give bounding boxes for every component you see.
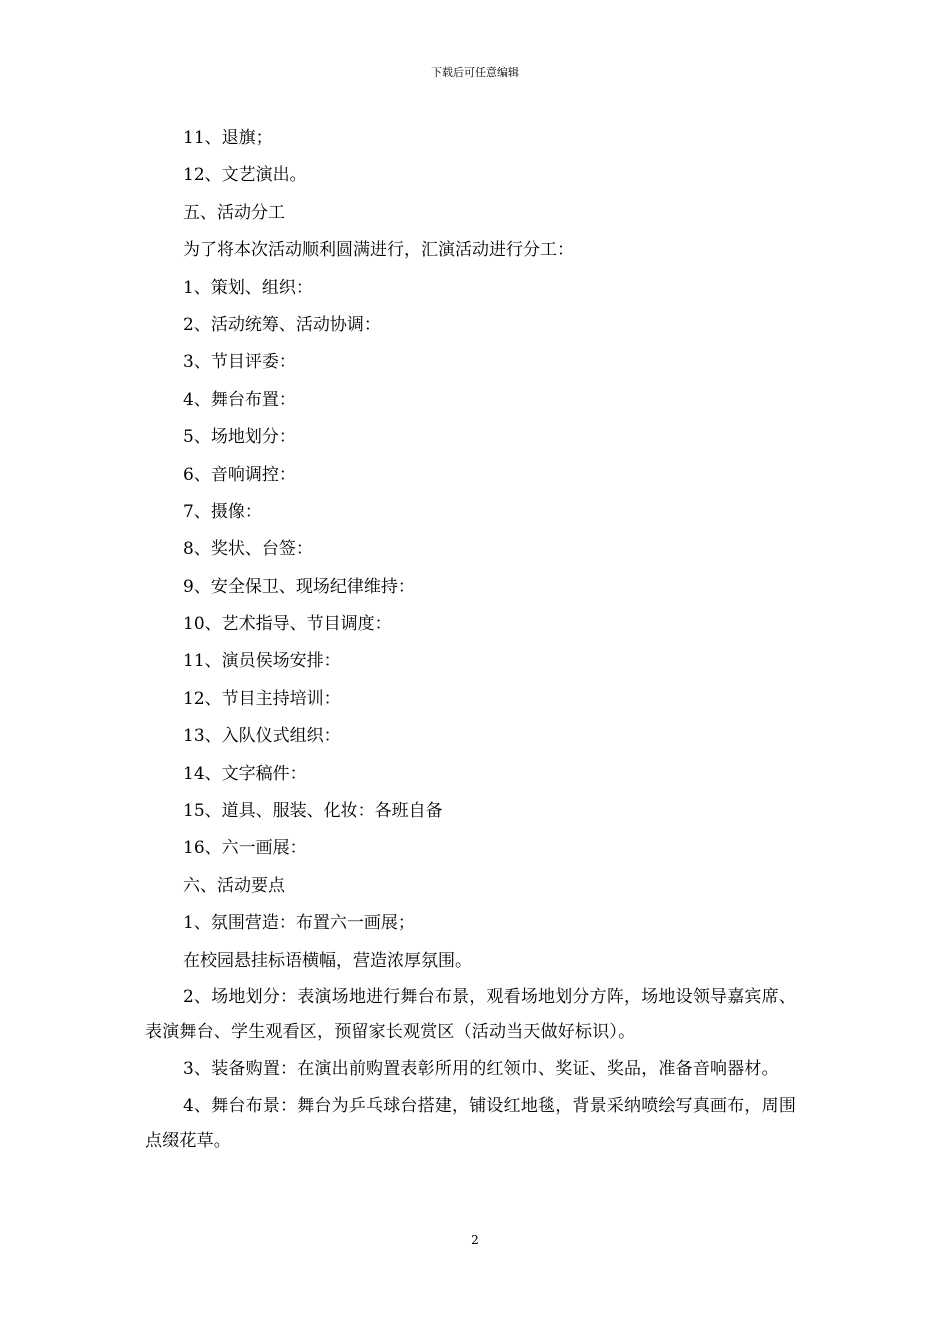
text-line: 7、摄像： bbox=[183, 501, 262, 522]
section-heading: 五、活动分工 bbox=[183, 202, 285, 223]
document-body bbox=[145, 120, 809, 1159]
text-line: 3、节目评委： bbox=[183, 352, 296, 373]
paragraph: 2、场地划分：表演场地进行舞台布景，观看场地划分方阵，场地设领导嘉宾席、表演舞台、学生观看区，预留家长观赏区（活动当天做好标识）。 bbox=[145, 986, 797, 1042]
text-line: 15、道具、服装、化妆：各班自备 bbox=[183, 801, 443, 822]
text-line: 11、演员侯场安排： bbox=[183, 651, 341, 672]
text-line: 2、活动统筹、活动协调： bbox=[183, 314, 381, 335]
section-heading: 六、活动要点 bbox=[183, 875, 285, 896]
text-line: 为了将本次活动顺利圆满进行，汇演活动进行分工： bbox=[183, 240, 574, 261]
paragraph: 4、舞台布景：舞台为乒乓球台搭建，铺设红地毯，背景采纳喷绘写真画布，周围点缀花草。 bbox=[145, 1095, 797, 1151]
text-line: 10、艺术指导、节目调度： bbox=[183, 614, 392, 635]
page-number: 2 bbox=[471, 1233, 479, 1247]
text-line: 1、策划、组织： bbox=[183, 277, 313, 298]
page-header: 下载后可任意编辑 bbox=[431, 66, 519, 79]
text-line: 9、安全保卫、现场纪律维持： bbox=[183, 576, 415, 597]
text-line: 在校园悬挂标语横幅，营造浓厚氛围。 bbox=[183, 950, 472, 971]
paragraph: 3、装备购置：在演出前购置表彰所用的红领巾、奖证、奖品，准备音响器材。 bbox=[183, 1058, 779, 1079]
text-line: 5、场地划分： bbox=[183, 427, 296, 448]
text-line: 12、文艺演出。 bbox=[183, 165, 307, 186]
text-line: 6、音响调控： bbox=[183, 464, 296, 485]
text-line: 12、节目主持培训： bbox=[183, 688, 341, 709]
text-line: 14、文字稿件： bbox=[183, 763, 307, 784]
text-line: 13、入队仪式组织： bbox=[183, 726, 341, 747]
text-line: 1、氛围营造：布置六一画展； bbox=[183, 913, 415, 934]
text-line: 4、舞台布置： bbox=[183, 389, 296, 410]
text-line: 16、六一画展： bbox=[183, 838, 307, 859]
text-line: 11、退旗； bbox=[183, 128, 273, 148]
text-line: 8、奖状、台签： bbox=[183, 539, 313, 560]
